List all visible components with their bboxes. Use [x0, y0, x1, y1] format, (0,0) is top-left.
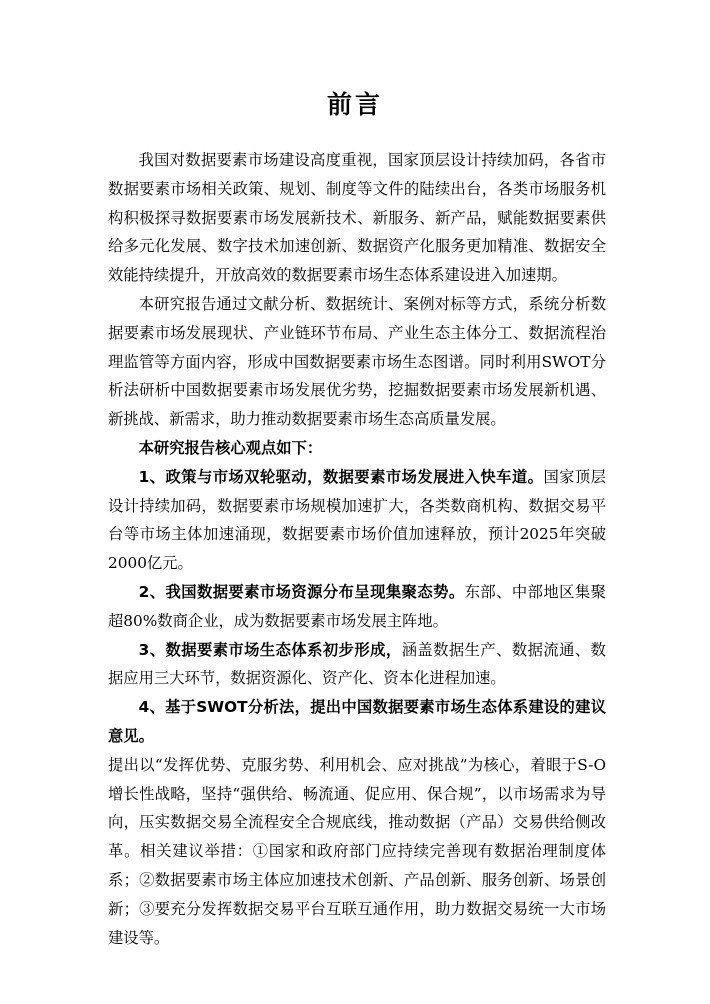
core-point-4-heading-line: [108, 693, 606, 751]
core-point-4-text: 提出以“发挥优势、克服劣势、利用机会、应对挑战”为核心，着眼于S-O增长性战略，坚持“强供给、畅流通、促应用、保合规”，以市场需求为导向，压实数据交易全流程安全合规底线，推动数据（产品）交易供给侧改革。相关建议举措：①国家和政府部门应持续完善现有数据治理制度体系；②数据要素市场主体应加速技术创新、产品创新、服务创新、场景创新；③要充分发挥数据交易平台互联互通作用，助力数据交易统一大市场建设等。: [108, 755, 606, 947]
core-point-2-heading: 2、我国数据要素市场资源分布呈现集聚态势。: [138, 582, 465, 601]
method-paragraph: 本研究报告通过文献分析、数据统计、案例对标等方式，系统分析数据要素市场发展现状、产业链环节布局、产业生态主体分工、数据流程治理监管等方面内容，形成中国数据要素市场生态图谱。同时利用SWOT分析法研析中国数据要素市场发展优劣势，挖掘数据要素市场发展新机遇、新挑战、新需求，助力推动数据要素市场生态高质量发展。: [108, 294, 606, 429]
core-views-heading: 本研究报告核心观点如下：: [138, 438, 323, 457]
core-point-3: [108, 636, 606, 694]
core-point-3-text: 涵盖数据生产、数据流通、数据应用三大环节，数据资源化、资产化、资本化进程加速。: [108, 640, 606, 688]
preface-body: [108, 146, 606, 952]
core-point-3-heading: 3、数据要素市场生态体系初步形成，: [138, 640, 402, 659]
core-point-1-text: 国家顶层设计持续加码，数据要素市场规模加速扩大，各类数商机构、数据交易平台等市场主体加速涌现，数据要素市场价值加速释放，预计2025年突破2000亿元。: [108, 467, 606, 573]
core-point-2: [108, 578, 606, 636]
intro-paragraph: 我国对数据要素市场建设高度重视，国家顶层设计持续加码，各省市数据要素市场相关政策、规划、制度等文件的陆续出台，各类市场服务机构积极探寻数据要素市场发展新技术、新服务、新产品，赋能数据要素供给多元化发展、数字技术加速创新、数据资产化服务更加精准、数据安全效能持续提升，开放高效的数据要素市场生态体系建设进入加速期。: [108, 151, 606, 285]
core-point-2-text: 东部、中部地区集聚超80%数商企业，成为数据要素市场发展主阵地。: [108, 582, 606, 630]
core-point-1: [108, 463, 606, 578]
core-point-4-heading: 4、基于SWOT分析法，提出中国数据要素市场生态体系建设的建议意见。: [108, 698, 606, 745]
core-point-1-heading: 1、政策与市场双轮驱动，数据要素市场发展进入快车道。: [138, 467, 544, 486]
page-title: 前言: [326, 90, 383, 119]
